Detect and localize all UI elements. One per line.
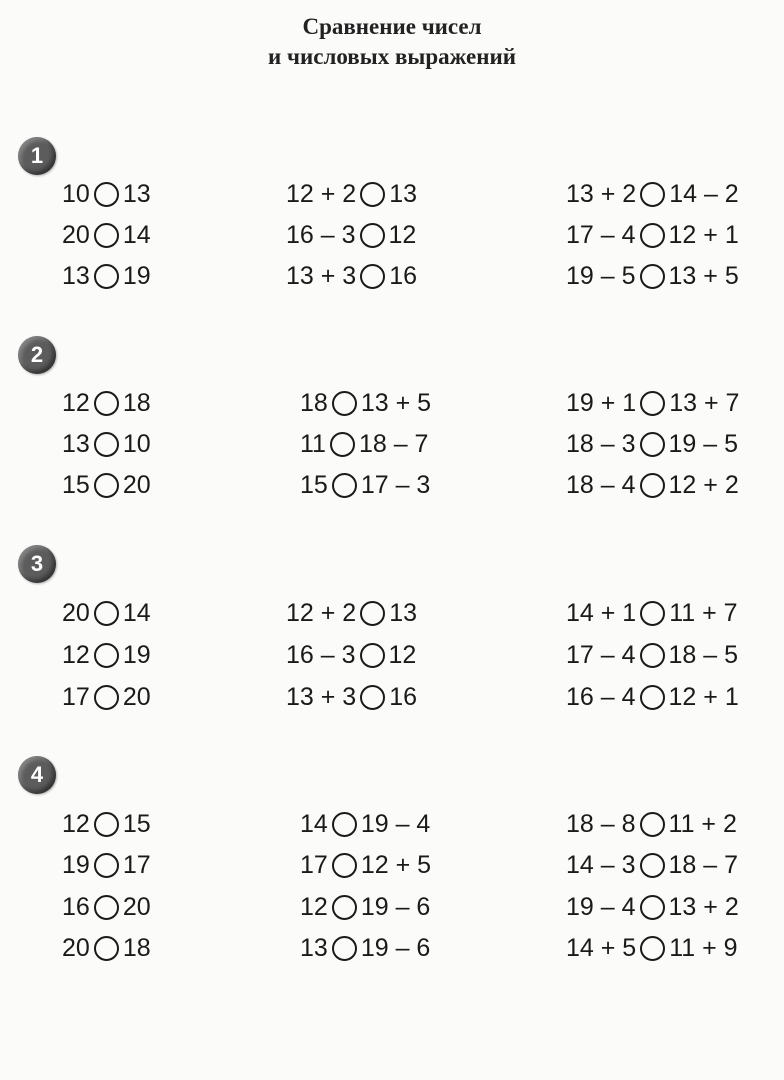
left-expression: 19 [62, 851, 90, 879]
comparison-sign-circle[interactable] [94, 853, 119, 878]
comparison-sign-circle[interactable] [332, 936, 357, 961]
left-expression: 19 – 5 [566, 261, 636, 290]
comparison-item [566, 256, 739, 296]
left-expression: 17 [300, 851, 328, 879]
task-number-badge: 1 [18, 137, 56, 175]
right-expression: 15 [122, 809, 151, 838]
comparison-item [62, 256, 151, 296]
comparison-sign-circle[interactable] [640, 685, 665, 710]
title-line-1: Сравнение чисел [302, 14, 482, 39]
left-expression: 18 [300, 388, 328, 417]
comparison-sign-circle[interactable] [640, 643, 665, 668]
right-expression: 12 + 2 [668, 470, 739, 499]
comparison-row [0, 635, 784, 675]
comparison-sign-circle[interactable] [332, 473, 357, 498]
right-expression: 10 [122, 429, 151, 458]
comparison-row [0, 465, 784, 505]
comparison-item [566, 424, 738, 464]
left-expression: 18 – 3 [566, 429, 636, 458]
left-expression: 14 + 5 [566, 934, 637, 962]
left-expression: 13 [62, 261, 90, 290]
right-expression: 11 + 9 [669, 934, 738, 962]
comparison-sign-circle[interactable] [94, 432, 119, 457]
right-expression: 19 – 5 [668, 429, 739, 458]
comparison-item [300, 887, 430, 927]
right-expression: 12 [388, 640, 417, 669]
right-expression: 13 [389, 598, 418, 627]
left-expression: 19 + 1 [566, 388, 637, 417]
task-number-badge: 3 [18, 545, 56, 583]
comparison-item [566, 174, 739, 214]
left-expression: 13 [62, 429, 90, 458]
comparison-row [0, 929, 784, 969]
comparison-item [566, 465, 739, 505]
right-expression: 18 [122, 934, 151, 962]
comparison-item [62, 593, 151, 633]
comparison-item [300, 424, 428, 464]
comparison-item [566, 215, 739, 255]
comparison-row [0, 887, 784, 927]
right-expression: 13 [389, 179, 418, 208]
comparison-row [0, 215, 784, 255]
comparison-item [62, 465, 151, 505]
right-expression: 13 + 2 [668, 892, 739, 921]
comparison-item [300, 846, 431, 886]
comparison-sign-circle[interactable] [94, 223, 119, 248]
right-expression: 13 [122, 179, 151, 208]
comparison-sign-circle[interactable] [94, 473, 119, 498]
left-expression: 12 + 2 [286, 598, 357, 627]
comparison-item [62, 383, 151, 423]
right-expression: 17 [122, 851, 151, 879]
left-expression: 20 [62, 934, 90, 962]
comparison-sign-circle[interactable] [94, 895, 119, 920]
comparison-sign-circle[interactable] [640, 182, 665, 207]
comparison-item [286, 256, 417, 296]
comparison-sign-circle[interactable] [640, 601, 665, 626]
right-expression: 20 [122, 682, 151, 711]
right-expression: 13 + 7 [669, 388, 740, 417]
left-expression: 16 [62, 892, 90, 921]
left-expression: 13 [300, 934, 328, 962]
right-expression: 17 – 3 [360, 470, 431, 499]
comparison-sign-circle[interactable] [332, 812, 357, 837]
comparison-item [566, 887, 739, 927]
comparison-sign-circle[interactable] [332, 853, 357, 878]
right-expression: 20 [122, 892, 151, 921]
comparison-item [566, 804, 737, 844]
comparison-item [62, 174, 151, 214]
left-expression: 17 – 4 [566, 220, 636, 249]
right-expression: 18 – 7 [358, 429, 429, 458]
comparison-sign-circle[interactable] [330, 432, 355, 457]
left-expression: 14 [300, 809, 328, 838]
right-expression: 18 – 7 [668, 851, 739, 879]
right-expression: 16 [389, 261, 418, 290]
comparison-item [62, 887, 151, 927]
comparison-sign-circle[interactable] [360, 182, 385, 207]
left-expression: 17 – 4 [566, 640, 636, 669]
comparison-row [0, 424, 784, 464]
comparison-item [300, 804, 430, 844]
right-expression: 20 [122, 470, 151, 499]
comparison-item [566, 383, 739, 423]
comparison-item [566, 593, 738, 633]
comparison-sign-circle[interactable] [640, 812, 665, 837]
right-expression: 16 [389, 682, 418, 711]
right-expression: 18 [122, 388, 151, 417]
comparison-row [0, 804, 784, 844]
left-expression: 17 [62, 682, 90, 711]
task-number-badge: 4 [18, 756, 56, 794]
comparison-sign-circle[interactable] [94, 391, 119, 416]
right-expression: 18 – 5 [668, 640, 739, 669]
comparison-sign-circle[interactable] [94, 685, 119, 710]
comparison-sign-circle[interactable] [640, 895, 665, 920]
comparison-sign-circle[interactable] [360, 601, 385, 626]
right-expression: 12 [388, 220, 417, 249]
left-expression: 13 + 3 [286, 682, 357, 711]
comparison-sign-circle[interactable] [360, 643, 385, 668]
left-expression: 12 [62, 809, 90, 838]
comparison-row [0, 677, 784, 717]
right-expression: 19 – 4 [360, 809, 431, 838]
right-expression: 19 – 6 [360, 892, 431, 921]
comparison-row [0, 593, 784, 633]
left-expression: 18 – 4 [566, 470, 636, 499]
comparison-item [62, 215, 151, 255]
comparison-item [62, 804, 151, 844]
left-expression: 16 – 3 [286, 220, 356, 249]
left-expression: 16 – 3 [286, 640, 356, 669]
comparison-row [0, 256, 784, 296]
comparison-sign-circle[interactable] [332, 895, 357, 920]
comparison-item [566, 846, 738, 886]
comparison-sign-circle[interactable] [94, 936, 119, 961]
left-expression: 20 [62, 220, 90, 249]
comparison-item [300, 929, 430, 969]
comparison-item [286, 215, 416, 255]
left-expression: 10 [62, 179, 90, 208]
right-expression: 13 + 5 [360, 388, 432, 417]
comparison-sign-circle[interactable] [640, 432, 665, 457]
right-expression: 12 + 5 [360, 851, 432, 879]
comparison-item [62, 929, 151, 969]
right-expression: 11 + 7 [669, 598, 738, 627]
right-expression: 14 [122, 598, 151, 627]
comparison-item [300, 465, 430, 505]
left-expression: 12 [300, 892, 328, 921]
comparison-sign-circle[interactable] [94, 643, 119, 668]
left-expression: 19 – 4 [566, 892, 636, 921]
title-line-2: и числовых выражений [268, 44, 516, 69]
comparison-sign-circle[interactable] [640, 936, 665, 961]
left-expression: 14 + 1 [566, 598, 637, 627]
comparison-item [286, 677, 417, 717]
right-expression: 11 + 2 [668, 809, 737, 838]
left-expression: 12 [62, 640, 90, 669]
comparison-sign-circle[interactable] [360, 223, 385, 248]
comparison-item [566, 929, 738, 969]
comparison-item [62, 677, 151, 717]
comparison-row [0, 174, 784, 214]
comparison-item [62, 635, 151, 675]
comparison-row [0, 383, 784, 423]
left-expression: 16 – 4 [566, 682, 636, 711]
comparison-sign-circle[interactable] [94, 264, 119, 289]
comparison-item [566, 677, 739, 717]
left-expression: 13 + 3 [286, 261, 357, 290]
right-expression: 19 [122, 640, 151, 669]
comparison-sign-circle[interactable] [640, 473, 665, 498]
left-expression: 11 [300, 429, 326, 458]
left-expression: 14 – 3 [566, 851, 636, 879]
comparison-item [62, 846, 151, 886]
comparison-sign-circle[interactable] [94, 812, 119, 837]
comparison-item [62, 424, 151, 464]
right-expression: 14 [122, 220, 151, 249]
left-expression: 12 + 2 [286, 179, 357, 208]
right-expression: 14 – 2 [669, 179, 739, 208]
left-expression: 15 [300, 470, 328, 499]
left-expression: 13 + 2 [566, 179, 637, 208]
comparison-item [286, 174, 417, 214]
right-expression: 19 [122, 261, 151, 290]
comparison-sign-circle[interactable] [360, 264, 385, 289]
comparison-sign-circle[interactable] [332, 391, 357, 416]
page-title [0, 12, 784, 72]
left-expression: 12 [62, 388, 90, 417]
comparison-sign-circle[interactable] [640, 853, 665, 878]
comparison-row [0, 846, 784, 886]
comparison-item [286, 593, 417, 633]
right-expression: 12 + 1 [668, 220, 739, 249]
comparison-sign-circle[interactable] [94, 601, 119, 626]
comparison-sign-circle[interactable] [360, 685, 385, 710]
comparison-item [300, 383, 431, 423]
comparison-sign-circle[interactable] [640, 391, 665, 416]
comparison-sign-circle[interactable] [94, 182, 119, 207]
comparison-item [286, 635, 416, 675]
left-expression: 15 [62, 470, 90, 499]
comparison-sign-circle[interactable] [640, 264, 665, 289]
left-expression: 20 [62, 598, 90, 627]
right-expression: 13 + 5 [668, 261, 739, 290]
comparison-sign-circle[interactable] [640, 223, 665, 248]
task-number-badge: 2 [18, 336, 56, 374]
right-expression: 19 – 6 [360, 934, 431, 962]
comparison-item [566, 635, 738, 675]
left-expression: 18 – 8 [566, 809, 636, 838]
right-expression: 12 + 1 [668, 682, 739, 711]
